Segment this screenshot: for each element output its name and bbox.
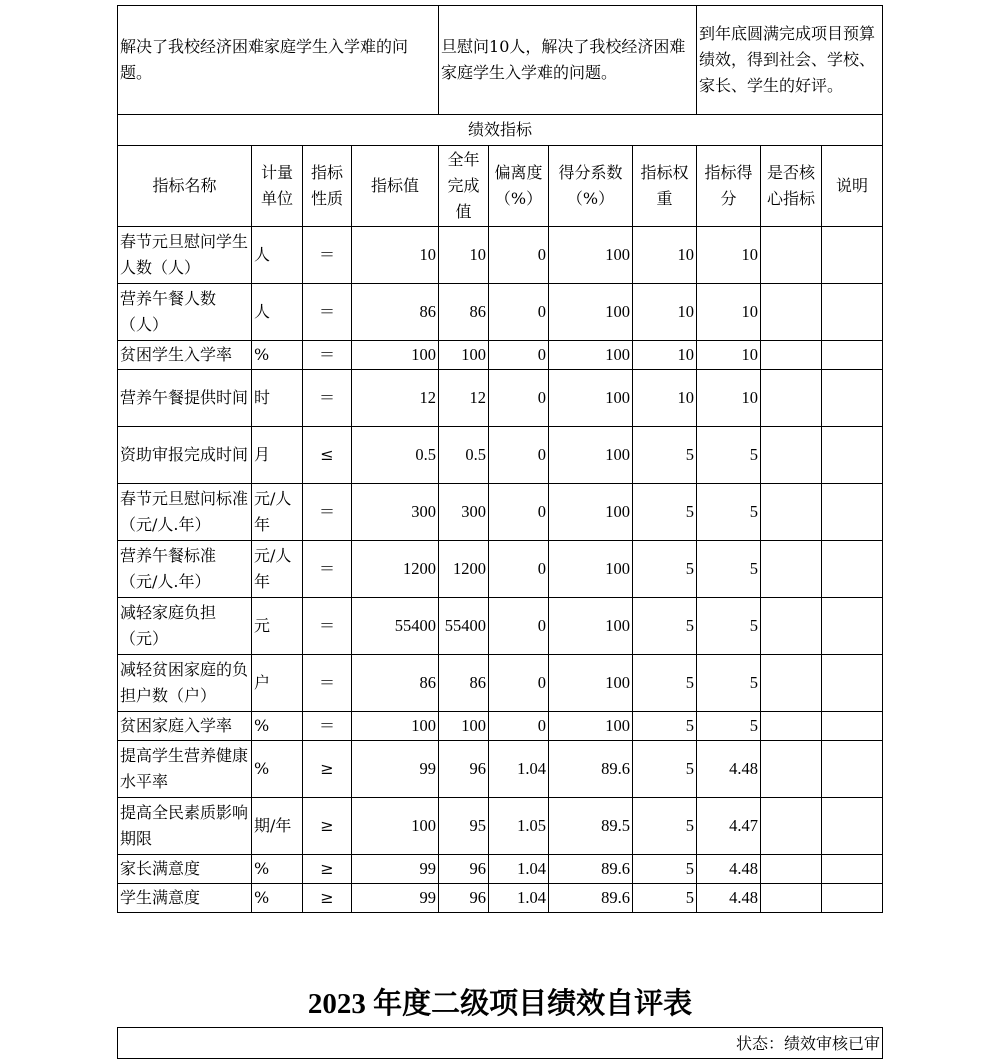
cell-actual: 96	[439, 884, 489, 913]
header-deviation: 偏离度（%）	[489, 146, 549, 227]
header-coef: 得分系数（%）	[549, 146, 633, 227]
cell-note	[822, 655, 883, 712]
cell-value: 12	[352, 370, 439, 427]
cell-coef: 100	[549, 341, 633, 370]
cell-deviation: 1.04	[489, 741, 549, 798]
cell-weight: 10	[633, 284, 697, 341]
cell-unit: 人	[252, 227, 303, 284]
cell-score: 4.48	[697, 855, 761, 884]
cell-coef: 100	[549, 655, 633, 712]
cell-core	[761, 341, 822, 370]
cell-deviation: 0	[489, 427, 549, 484]
cell-name: 春节元旦慰问学生人数（人）	[118, 227, 252, 284]
cell-score: 5	[697, 427, 761, 484]
status-text: 状态：绩效审核已审	[735, 1034, 880, 1053]
cell-nature: ＝	[303, 598, 352, 655]
cell-name: 学生满意度	[118, 884, 252, 913]
cell-unit: %	[252, 712, 303, 741]
cell-deviation: 0	[489, 370, 549, 427]
cell-note	[822, 855, 883, 884]
cell-nature: ＝	[303, 712, 352, 741]
cell-note	[822, 741, 883, 798]
cell-deviation: 1.05	[489, 798, 549, 855]
cell-name: 春节元旦慰问标准（元/人.年）	[118, 484, 252, 541]
cell-actual: 0.5	[439, 427, 489, 484]
cell-score: 4.47	[697, 798, 761, 855]
carryover-cell-3: 到年底圆满完成项目预算绩效，得到社会、学校、家长、学生的好评。	[697, 6, 883, 115]
cell-core	[761, 541, 822, 598]
cell-nature: ＝	[303, 227, 352, 284]
cell-core	[761, 284, 822, 341]
cell-nature: ＝	[303, 284, 352, 341]
cell-nature: ＝	[303, 370, 352, 427]
cell-note	[822, 370, 883, 427]
cell-actual: 86	[439, 284, 489, 341]
cell-deviation: 0	[489, 712, 549, 741]
cell-deviation: 0	[489, 341, 549, 370]
performance-table	[117, 5, 883, 913]
cell-core	[761, 598, 822, 655]
cell-name: 减轻贫困家庭的负担户数（户）	[118, 655, 252, 712]
header-value: 指标值	[352, 146, 439, 227]
table-row	[118, 855, 883, 884]
header-weight: 指标权重	[633, 146, 697, 227]
cell-deviation: 0	[489, 284, 549, 341]
cell-score: 10	[697, 227, 761, 284]
cell-actual: 100	[439, 712, 489, 741]
cell-note	[822, 284, 883, 341]
cell-name: 家长满意度	[118, 855, 252, 884]
cell-weight: 5	[633, 598, 697, 655]
table-row	[118, 712, 883, 741]
table-row	[118, 227, 883, 284]
table-row	[118, 541, 883, 598]
cell-value: 86	[352, 284, 439, 341]
cell-value: 55400	[352, 598, 439, 655]
cell-unit: 时	[252, 370, 303, 427]
cell-actual: 96	[439, 741, 489, 798]
cell-nature: ＝	[303, 655, 352, 712]
cell-unit: %	[252, 884, 303, 913]
cell-score: 10	[697, 370, 761, 427]
cell-value: 300	[352, 484, 439, 541]
cell-actual: 96	[439, 855, 489, 884]
cell-core	[761, 798, 822, 855]
cell-score: 5	[697, 712, 761, 741]
cell-actual: 95	[439, 798, 489, 855]
cell-weight: 5	[633, 427, 697, 484]
table-row	[118, 427, 883, 484]
cell-coef: 100	[549, 712, 633, 741]
cell-core	[761, 712, 822, 741]
cell-deviation: 0	[489, 598, 549, 655]
cell-unit: 户	[252, 655, 303, 712]
cell-value: 99	[352, 741, 439, 798]
cell-note	[822, 227, 883, 284]
table-row	[118, 284, 883, 341]
cell-core	[761, 884, 822, 913]
cell-value: 10	[352, 227, 439, 284]
cell-coef: 100	[549, 284, 633, 341]
cell-weight: 5	[633, 798, 697, 855]
cell-note	[822, 798, 883, 855]
status-box	[117, 1027, 883, 1059]
indicator-rows	[118, 227, 883, 913]
cell-actual: 55400	[439, 598, 489, 655]
cell-weight: 5	[633, 541, 697, 598]
cell-weight: 5	[633, 884, 697, 913]
cell-unit: %	[252, 741, 303, 798]
cell-nature: ≥	[303, 855, 352, 884]
cell-coef: 100	[549, 484, 633, 541]
cell-coef: 100	[549, 227, 633, 284]
cell-core	[761, 227, 822, 284]
cell-name: 营养午餐人数（人）	[118, 284, 252, 341]
cell-coef: 89.6	[549, 884, 633, 913]
cell-value: 100	[352, 712, 439, 741]
cell-weight: 5	[633, 855, 697, 884]
cell-name: 提高全民素质影响期限	[118, 798, 252, 855]
cell-value: 99	[352, 855, 439, 884]
cell-coef: 89.6	[549, 855, 633, 884]
cell-actual: 300	[439, 484, 489, 541]
cell-note	[822, 541, 883, 598]
carryover-cell-1: 解决了我校经济困难家庭学生入学难的问题。	[118, 6, 439, 115]
section-title: 绩效指标	[118, 115, 883, 146]
cell-name: 减轻家庭负担（元）	[118, 598, 252, 655]
table-row	[118, 370, 883, 427]
cell-value: 99	[352, 884, 439, 913]
cell-actual: 12	[439, 370, 489, 427]
table-row	[118, 798, 883, 855]
cell-weight: 10	[633, 227, 697, 284]
cell-note	[822, 484, 883, 541]
carryover-cell-2: 旦慰问10人，解决了我校经济困难家庭学生入学难的问题。	[439, 6, 697, 115]
cell-unit: 月	[252, 427, 303, 484]
cell-name: 提高学生营养健康水平率	[118, 741, 252, 798]
table-row	[118, 741, 883, 798]
header-note: 说明	[822, 146, 883, 227]
cell-value: 1200	[352, 541, 439, 598]
cell-note	[822, 341, 883, 370]
cell-coef: 100	[549, 370, 633, 427]
cell-coef: 100	[549, 541, 633, 598]
cell-unit: 元	[252, 598, 303, 655]
cell-core	[761, 370, 822, 427]
cell-score: 5	[697, 655, 761, 712]
cell-actual: 86	[439, 655, 489, 712]
cell-core	[761, 855, 822, 884]
cell-score: 4.48	[697, 741, 761, 798]
cell-weight: 10	[633, 370, 697, 427]
cell-name: 资助审报完成时间	[118, 427, 252, 484]
cell-weight: 5	[633, 655, 697, 712]
document-title: 2023 年度二级项目绩效自评表	[307, 988, 693, 1020]
cell-deviation: 1.04	[489, 884, 549, 913]
cell-deviation: 1.04	[489, 855, 549, 884]
cell-unit: 元/人年	[252, 484, 303, 541]
cell-score: 5	[697, 598, 761, 655]
cell-actual: 10	[439, 227, 489, 284]
cell-name: 贫困家庭入学率	[118, 712, 252, 741]
cell-weight: 5	[633, 741, 697, 798]
cell-nature: ≥	[303, 741, 352, 798]
cell-nature: ≥	[303, 884, 352, 913]
cell-deviation: 0	[489, 655, 549, 712]
cell-core	[761, 655, 822, 712]
cell-score: 10	[697, 341, 761, 370]
cell-coef: 89.6	[549, 741, 633, 798]
cell-unit: %	[252, 341, 303, 370]
table-row	[118, 655, 883, 712]
table-row	[118, 884, 883, 913]
cell-nature: ＝	[303, 484, 352, 541]
cell-weight: 5	[633, 712, 697, 741]
cell-nature: ＝	[303, 541, 352, 598]
cell-core	[761, 484, 822, 541]
cell-coef: 89.5	[549, 798, 633, 855]
cell-score: 4.48	[697, 884, 761, 913]
cell-core	[761, 427, 822, 484]
cell-value: 100	[352, 798, 439, 855]
cell-note	[822, 712, 883, 741]
cell-name: 营养午餐提供时间	[118, 370, 252, 427]
cell-name: 贫困学生入学率	[118, 341, 252, 370]
cell-nature: ＝	[303, 341, 352, 370]
cell-name: 营养午餐标准（元/人.年）	[118, 541, 252, 598]
cell-value: 86	[352, 655, 439, 712]
cell-deviation: 0	[489, 541, 549, 598]
cell-unit: %	[252, 855, 303, 884]
header-actual: 全年完成值	[439, 146, 489, 227]
cell-value: 100	[352, 341, 439, 370]
cell-weight: 10	[633, 341, 697, 370]
header-score: 指标得分	[697, 146, 761, 227]
cell-deviation: 0	[489, 227, 549, 284]
cell-deviation: 0	[489, 484, 549, 541]
cell-score: 5	[697, 541, 761, 598]
cell-unit: 元/人年	[252, 541, 303, 598]
header-name: 指标名称	[118, 146, 252, 227]
cell-unit: 期/年	[252, 798, 303, 855]
cell-coef: 100	[549, 427, 633, 484]
cell-unit: 人	[252, 284, 303, 341]
header-unit: 计量单位	[252, 146, 303, 227]
cell-note	[822, 598, 883, 655]
table-row	[118, 341, 883, 370]
section-row	[118, 115, 883, 146]
table-row	[118, 598, 883, 655]
cell-nature: ≥	[303, 798, 352, 855]
cell-weight: 5	[633, 484, 697, 541]
header-row	[118, 146, 883, 227]
cell-score: 5	[697, 484, 761, 541]
cell-actual: 1200	[439, 541, 489, 598]
header-core: 是否核心指标	[761, 146, 822, 227]
cell-nature: ≤	[303, 427, 352, 484]
cell-note	[822, 427, 883, 484]
cell-actual: 100	[439, 341, 489, 370]
header-nature: 指标性质	[303, 146, 352, 227]
cell-value: 0.5	[352, 427, 439, 484]
table-row	[118, 484, 883, 541]
cell-score: 10	[697, 284, 761, 341]
cell-core	[761, 741, 822, 798]
cell-note	[822, 884, 883, 913]
cell-coef: 100	[549, 598, 633, 655]
carryover-row	[118, 6, 883, 115]
